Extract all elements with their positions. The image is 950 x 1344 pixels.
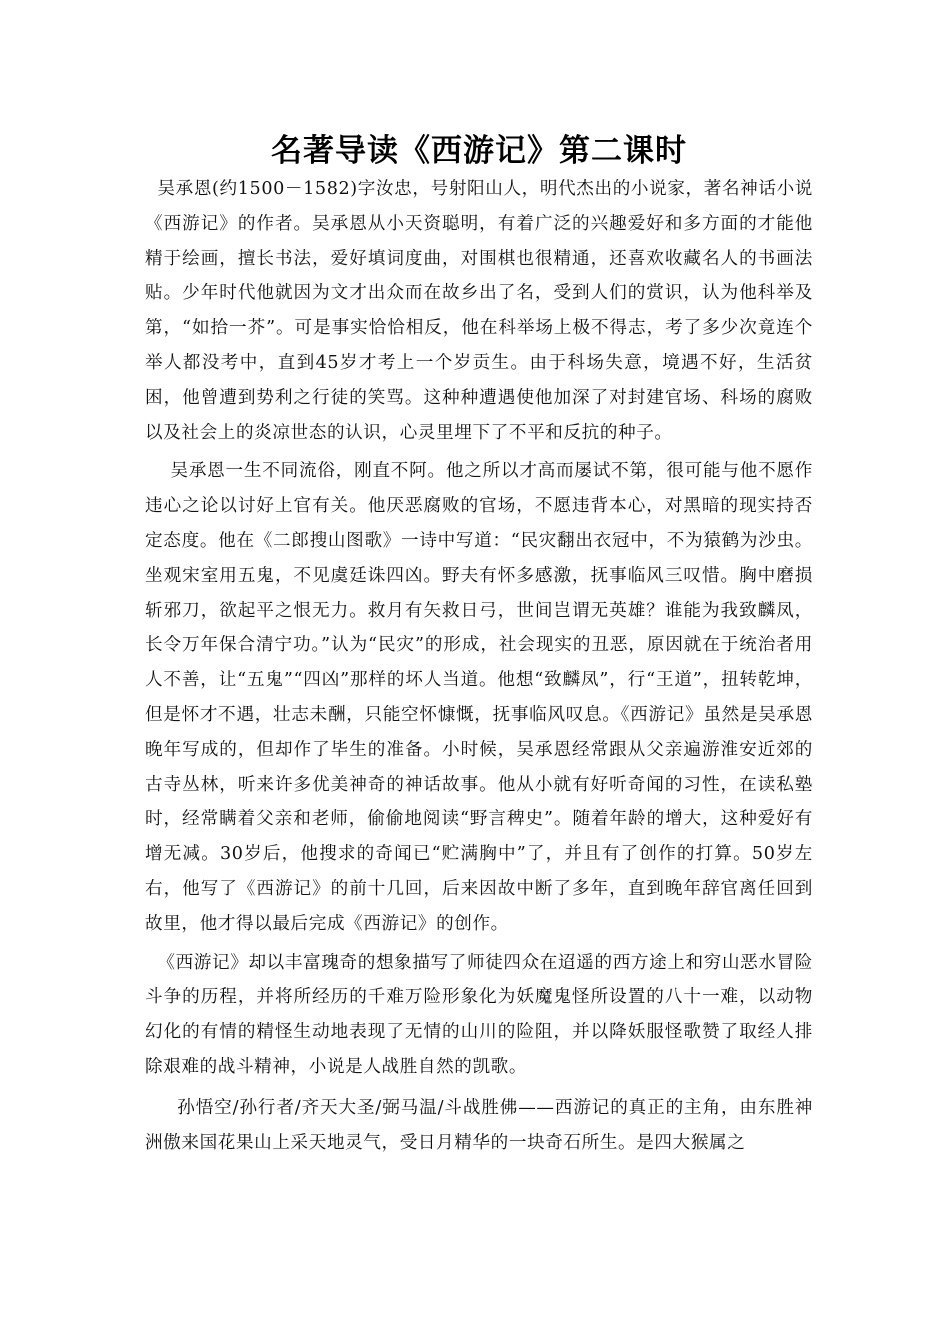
paragraph-sun-wukong: 孙悟空/孙行者/齐天大圣/弼马温/斗战胜佛——西游记的真正的主角，由东胜神洲傲来国花果山上采天地灵气，受日月精华的一块奇石所生。是四大猴属之: [145, 1097, 813, 1153]
paragraph-author-intro: 吴承恩(约1500－1582)字汝忠，号射阳山人，明代杰出的小说家，著名神话小说《西游记》的作者。吴承恩从小天资聪明，有着广泛的兴趣爱好和多方面的才能他精于绘画，擅长书法，爱好填词度曲，对围棋也很精通，还喜欢收藏名人的书画法贴。少年时代他就因为文才出众而在故乡出了名，受到人们的赏识，认为他科举及第，“如拾一芥”。可是事实恰恰相反，他在科举场上极不得志，考了多少次竟连个举人都没考中，直到45岁才考上一个岁贡生。由于科场失意，境遇不好，生活贫困，他曾遭到势利之行徒的笑骂。这种种遭遇使他加深了对封建官场、科场的腐败以及社会上的炎凉世态的认识，心灵里埋下了不平和反抗的种子。: [145, 179, 813, 443]
paragraph-novel-summary: 《西游记》却以丰富瑰奇的想象描写了师徒四众在迢遥的西方途上和穷山恶水冒险斗争的历程，并将所经历的千难万险形象化为妖魔鬼怪所设置的八十一难，以动物幻化的有情的精怪生动地表现了无情的山川的险阻，并以降妖服怪歌赞了取经人排除艰难的战斗精神，小说是人战胜自然的凯歌。: [145, 952, 813, 1077]
document-title: 名著导读《西游记》第二课时: [271, 133, 687, 169]
paragraph-author-character: 吴承恩一生不同流俗，刚直不阿。他之所以才高而屡试不第，很可能与他不愿作违心之论以讨好上官有关。他厌恶腐败的官场，不愿违背本心，对黑暗的现实持否定态度。他在《二郎搜山图歌》一诗中写道：“民灾翻出衣冠中，不为猿鹤为沙虫。坐观宋室用五鬼，不见虞廷诛四凶。野夫有怀多感激，抚事临风三叹惜。胸中磨损斩邪刀，欲起平之恨无力。救月有矢救日弓，世间岂谓无英雄？谁能为我致麟凤，长令万年保合清宁功。”认为“民灾”的形成，社会现实的丑恶，原因就在于统治者用人不善，让“五鬼”“四凶”那样的坏人当道。他想“致麟凤”，行“王道”，扭转乾坤，但是怀才不遇，壮志未酬，只能空怀慷慨，抚事临风叹息。《西游记》虽然是吴承恩晚年写成的，但却作了毕生的准备。小时候，吴承恩经常跟从父亲遍游淮安近郊的古寺丛林，听来许多优美神奇的神话故事。他从小就有好听奇闻的习性，在读私塾时，经常瞒着父亲和老师，偷偷地阅读“野言稗史”。随着年龄的增大，这种爱好有增无减。30岁后，他搜求的奇闻已“贮满胸中”了，并且有了创作的打算。50岁左右，他写了《西游记》的前十几回，后来因故中断了多年，直到晚年辞官离任回到故里，他才得以最后完成《西游记》的创作。: [145, 461, 813, 934]
document-page: [145, 130, 813, 1160]
